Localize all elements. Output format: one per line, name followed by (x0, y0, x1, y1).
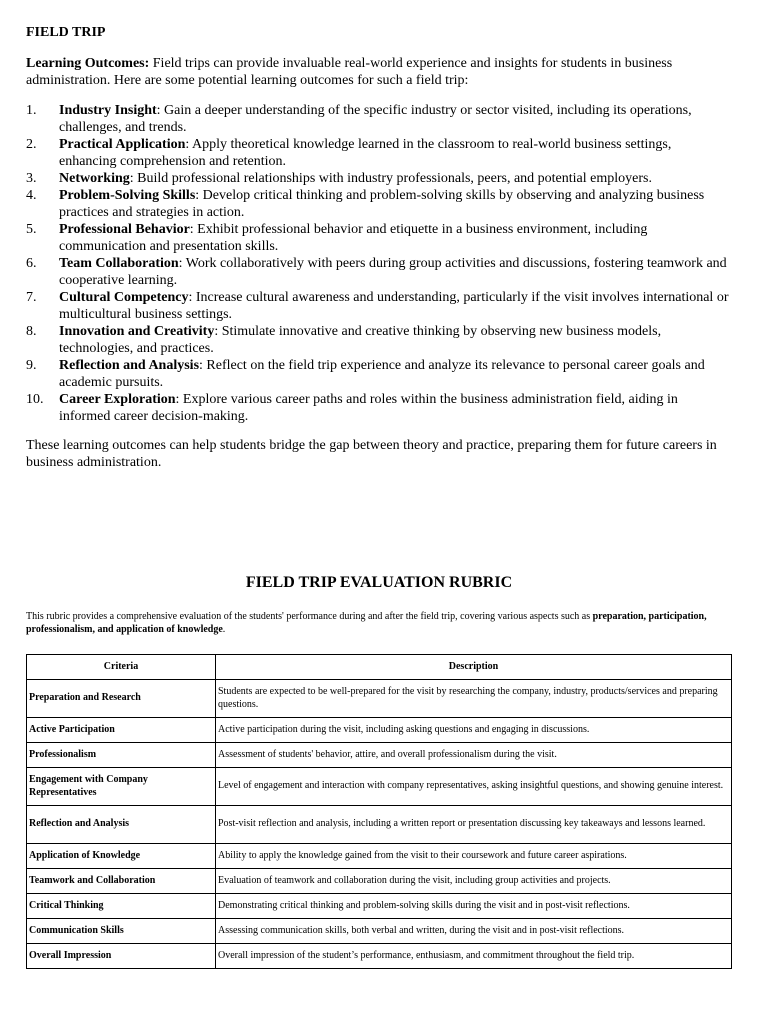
table-row (27, 743, 732, 768)
outcome-term: Career Exploration (59, 392, 176, 407)
description-cell: Demonstrating critical thinking and problem-solving skills during the visit and in post-visit reflections. (216, 894, 732, 919)
outcome-number: 3. (26, 171, 37, 186)
intro-paragraph (26, 55, 732, 89)
outcome-description: : Gain a deeper understanding of the specific industry or sector visited, including its operations, challenges, and trends. (59, 103, 692, 135)
outcome-term: Innovation and Creativity (59, 324, 215, 339)
table-row (27, 919, 732, 944)
outcome-number: 7. (26, 290, 37, 305)
outcome-number: 6. (26, 256, 37, 271)
outcome-item (26, 357, 732, 391)
description-cell: Overall impression of the student’s performance, enthusiasm, and commitment throughout the field trip. (216, 944, 732, 969)
outcome-text (59, 357, 732, 391)
outcome-text (59, 170, 732, 187)
table-row (27, 768, 732, 806)
outcome-text (59, 187, 732, 221)
intro-label: Learning Outcomes: (26, 56, 150, 71)
table-row (27, 680, 732, 718)
outcome-text (59, 289, 732, 323)
outcome-number: 1. (26, 103, 37, 118)
outcome-item (26, 391, 732, 425)
description-cell: Students are expected to be well-prepared for the visit by researching the company, industry, products/services and preparing questions. (216, 680, 732, 718)
outcome-item (26, 102, 732, 136)
outcome-description: : Stimulate innovative and creative thinking by observing new business models, technologies, and practices. (59, 324, 662, 356)
rubric-intro (26, 610, 732, 636)
outcome-description: : Explore various career paths and roles within the business administration field, aiding in informed career decision-making. (59, 392, 678, 424)
outcome-description: : Exhibit professional behavior and etiquette in a business environment, including communication and presentation skills. (59, 222, 648, 254)
outcome-item (26, 289, 732, 323)
rubric-intro-end: . (222, 624, 226, 635)
outcome-number: 8. (26, 324, 37, 339)
rubric-header-row (27, 655, 732, 680)
description-cell: Level of engagement and interaction with company representatives, asking insightful questions, and showing genuine interest. (216, 768, 732, 806)
document-page (26, 24, 732, 969)
criteria-cell: Engagement with Company Representatives (27, 768, 216, 806)
outcome-item (26, 221, 732, 255)
outcome-term: Reflection and Analysis (59, 358, 200, 373)
criteria-cell: Active Participation (27, 718, 216, 743)
learning-outcomes-list (26, 102, 732, 425)
outcome-term: Industry Insight (59, 103, 157, 118)
description-cell: Ability to apply the knowledge gained from the visit to their coursework and future career aspirations. (216, 844, 732, 869)
outcome-number: 4. (26, 188, 37, 203)
criteria-cell: Critical Thinking (27, 894, 216, 919)
table-row (27, 894, 732, 919)
document-title: FIELD TRIP (26, 25, 106, 40)
outcome-number: 10. (26, 392, 44, 407)
table-row (27, 869, 732, 894)
outcome-term: Practical Application (59, 137, 186, 152)
rubric-intro-bold: preparation, participation, professionalism, and application of knowledge (26, 611, 707, 635)
outcome-term: Networking (59, 171, 130, 186)
outcome-item (26, 255, 732, 289)
description-header: Description (216, 655, 732, 680)
rubric-title: FIELD TRIP EVALUATION RUBRIC (245, 574, 513, 591)
outcome-text (59, 221, 732, 255)
description-cell: Post-visit reflection and analysis, including a written report or presentation discussing key takeaways and lessons learned. (216, 806, 732, 844)
outcome-description: : Reflect on the field trip experience and analyze its relevance to personal career goals and academic pursuits. (59, 358, 705, 390)
description-cell: Evaluation of teamwork and collaboration during the visit, including group activities and projects. (216, 869, 732, 894)
criteria-cell: Professionalism (27, 743, 216, 768)
criteria-cell: Application of Knowledge (27, 844, 216, 869)
outcome-term: Professional Behavior (59, 222, 190, 237)
rubric-table (26, 654, 732, 969)
outcome-item (26, 187, 732, 221)
criteria-header: Criteria (27, 655, 216, 680)
outcome-item (26, 323, 732, 357)
outcome-item (26, 136, 732, 170)
intro-text: Field trips can provide invaluable real-world experience and insights for students in business administration. Here are some potential learning outcomes for such a field trip: (26, 56, 673, 88)
outcome-text (59, 136, 732, 170)
description-cell: Assessing communication skills, both verbal and written, during the visit and in post-visit reflections. (216, 919, 732, 944)
criteria-cell: Teamwork and Collaboration (27, 869, 216, 894)
rubric-intro-text: This rubric provides a comprehensive evaluation of the students' performance during and after the field trip, covering various aspects such as (26, 611, 593, 622)
outcome-number: 5. (26, 222, 37, 237)
closing-paragraph: These learning outcomes can help students bridge the gap between theory and practice, preparing them for future careers in business administration. (26, 438, 717, 470)
outcome-number: 9. (26, 358, 37, 373)
table-row (27, 944, 732, 969)
table-row (27, 806, 732, 844)
description-cell: Active participation during the visit, including asking questions and engaging in discussions. (216, 718, 732, 743)
criteria-cell: Communication Skills (27, 919, 216, 944)
outcome-description: : Work collaboratively with peers during group activities and discussions, fostering teamwork and cooperative learning. (59, 256, 727, 288)
table-row (27, 844, 732, 869)
outcome-term: Team Collaboration (59, 256, 179, 271)
outcome-text (59, 102, 732, 136)
outcome-description: : Increase cultural awareness and understanding, particularly if the visit involves international or multicultural business settings. (59, 290, 729, 322)
outcome-text (59, 323, 732, 357)
outcome-text (59, 255, 732, 289)
description-cell: Assessment of students' behavior, attire, and overall professionalism during the visit. (216, 743, 732, 768)
table-row (27, 718, 732, 743)
outcome-item (26, 170, 732, 187)
outcome-term: Problem-Solving Skills (59, 188, 196, 203)
outcome-text (59, 391, 732, 425)
outcome-description: : Apply theoretical knowledge learned in the classroom to real-world business settings, enhancing comprehension and retention. (59, 137, 672, 169)
outcome-description: : Build professional relationships with industry professionals, peers, and potential employers. (129, 171, 652, 186)
criteria-cell: Reflection and Analysis (27, 806, 216, 844)
outcome-description: : Develop critical thinking and problem-solving skills by observing and analyzing business practices and strategies in action. (59, 188, 705, 220)
criteria-cell: Preparation and Research (27, 680, 216, 718)
criteria-cell: Overall Impression (27, 944, 216, 969)
outcome-number: 2. (26, 137, 37, 152)
outcome-term: Cultural Competency (59, 290, 189, 305)
